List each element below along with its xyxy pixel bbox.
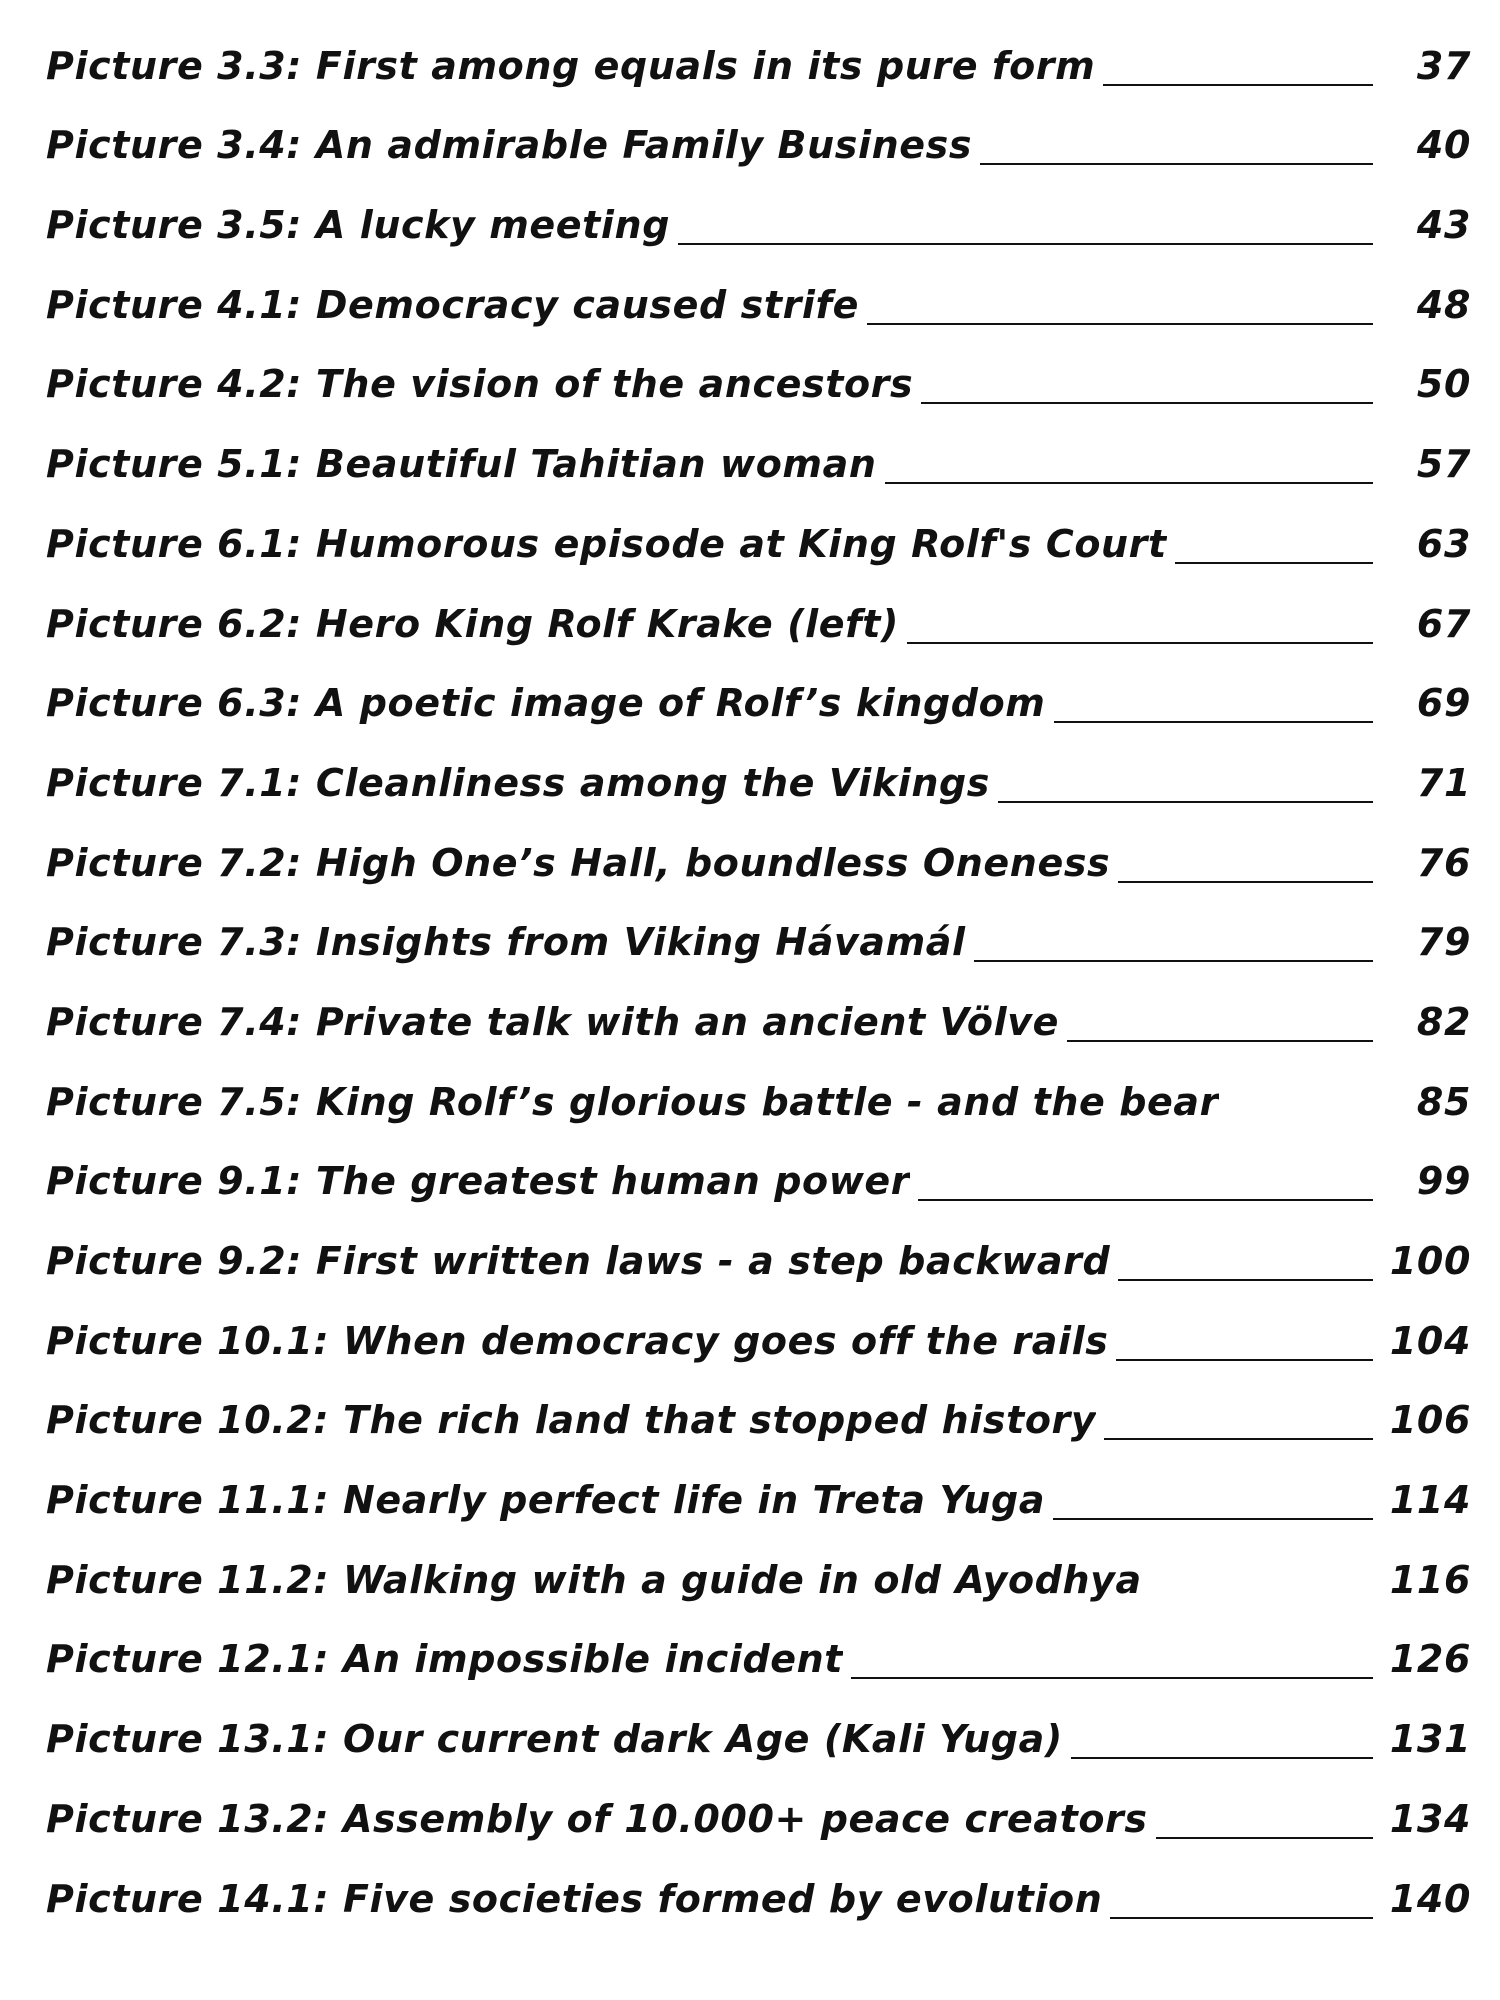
toc-entry[interactable]	[46, 1695, 1471, 1775]
toc-entry-page-number: 104	[1389, 1318, 1471, 1363]
toc-entry-page-number: 106	[1389, 1398, 1471, 1443]
toc-entry[interactable]	[46, 1855, 1471, 1935]
toc-entry-title: Picture 6.1: Humorous episode at King Rolf's Court	[46, 521, 1167, 566]
toc-entry-title: Picture 11.2: Walking with a guide in old Ayodhya	[46, 1557, 1142, 1602]
toc-entry[interactable]	[46, 660, 1471, 740]
toc-leader-line	[980, 163, 1373, 165]
toc-entry-title: Picture 7.4: Private talk with an ancient Völve	[46, 999, 1059, 1044]
toc-entry[interactable]	[46, 1297, 1471, 1377]
toc-entry-title: Picture 7.2: High One’s Hall, boundless Oneness	[46, 840, 1111, 885]
toc-entry-page-number: 126	[1389, 1637, 1471, 1682]
toc-entry[interactable]	[46, 102, 1471, 182]
toc-entry-title: Picture 3.4: An admirable Family Business	[46, 123, 973, 168]
toc-entry-page-number: 71	[1416, 760, 1471, 805]
toc-entry-title: Picture 6.2: Hero King Rolf Krake (left)	[46, 601, 899, 646]
toc-leader-line	[851, 1677, 1373, 1679]
toc-entry-title: Picture 7.3: Insights from Viking Hávamál	[46, 920, 966, 965]
toc-entry-title: Picture 14.1: Five societies formed by evolution	[46, 1876, 1103, 1921]
toc-entry-title: Picture 12.1: An impossible incident	[46, 1637, 844, 1682]
toc-entry[interactable]	[46, 580, 1471, 660]
toc-entry-title: Picture 7.1: Cleanliness among the Vikings	[46, 760, 991, 805]
toc-entry-page-number: 76	[1416, 840, 1471, 885]
toc-entry-page-number: 37	[1416, 43, 1471, 88]
toc-leader-line	[921, 402, 1373, 404]
toc-entry-page-number: 48	[1416, 282, 1471, 327]
toc-entry-page-number: 99	[1416, 1159, 1471, 1204]
toc-entry[interactable]	[46, 819, 1471, 899]
toc-entry-page-number: 63	[1416, 521, 1471, 566]
toc-leader-line	[1116, 1359, 1373, 1361]
toc-entry-title: Picture 4.1: Democracy caused strife	[46, 282, 860, 327]
toc-entry[interactable]	[46, 1616, 1471, 1696]
toc-entry[interactable]	[46, 1138, 1471, 1218]
toc-entry[interactable]	[46, 22, 1471, 102]
toc-leader-line	[998, 801, 1373, 803]
toc-leader-line	[974, 960, 1373, 962]
toc-entry[interactable]	[46, 261, 1471, 341]
toc-entry[interactable]	[46, 1377, 1471, 1457]
toc-leader-line	[1118, 1279, 1373, 1281]
toc-leader-line	[1104, 1438, 1373, 1440]
toc-entry-page-number: 50	[1416, 362, 1471, 407]
toc-entry-page-number: 131	[1389, 1717, 1471, 1762]
toc-entry[interactable]	[46, 341, 1471, 421]
toc-entry[interactable]	[46, 1775, 1471, 1855]
toc-leader-line	[885, 482, 1373, 484]
toc-entry-title: Picture 3.5: A lucky meeting	[46, 203, 671, 248]
toc-entry-page-number: 67	[1416, 601, 1471, 646]
toc-entry-title: Picture 9.2: First written laws - a step backward	[46, 1239, 1111, 1283]
toc-entry[interactable]	[46, 899, 1471, 979]
toc-entry-page-number: 57	[1416, 442, 1471, 487]
toc-entry-page-number: 116	[1389, 1557, 1471, 1602]
toc-entry-page-number: 134	[1389, 1796, 1471, 1841]
toc-entry-page-number: 79	[1416, 920, 1471, 965]
toc-leader-line	[1156, 1837, 1373, 1839]
toc-leader-line	[1071, 1757, 1373, 1759]
toc-entry-title: Picture 9.1: The greatest human power	[46, 1159, 911, 1204]
toc-leader-line	[1053, 1518, 1373, 1520]
toc-leader-line	[1110, 1917, 1373, 1919]
toc-leader-line	[678, 243, 1373, 245]
toc-entry[interactable]	[46, 500, 1471, 580]
toc-entry-title: Picture 3.3: First among equals in its pure form	[46, 43, 1096, 88]
toc-entry-page-number: 69	[1416, 681, 1471, 726]
toc-entry-page-number: 114	[1389, 1478, 1471, 1523]
toc-entry[interactable]	[46, 978, 1471, 1058]
list-of-pictures	[46, 22, 1471, 1935]
toc-leader-line	[867, 323, 1373, 325]
toc-entry-page-number: 82	[1416, 999, 1471, 1044]
toc-entry[interactable]	[46, 739, 1471, 819]
toc-entry-title: Picture 6.3: A poetic image of Rolf’s kingdom	[46, 681, 1046, 726]
toc-entry[interactable]	[46, 1456, 1471, 1536]
toc-entry-page-number: 100	[1389, 1239, 1471, 1283]
toc-entry-title: Picture 5.1: Beautiful Tahitian woman	[46, 442, 877, 487]
toc-entry-page-number: 40	[1416, 123, 1471, 168]
toc-entry[interactable]	[46, 1536, 1471, 1616]
toc-entry-title: Picture 4.2: The vision of the ancestors	[46, 362, 914, 407]
toc-leader-line	[1118, 881, 1373, 883]
toc-entry-page-number: 140	[1389, 1876, 1471, 1921]
toc-entry-title: Picture 11.1: Nearly perfect life in Treta Yuga	[46, 1478, 1046, 1523]
toc-leader-line	[1175, 562, 1373, 564]
toc-entry-title: Picture 7.5: King Rolf’s glorious battle - and the bear	[46, 1079, 1219, 1124]
toc-leader-line	[1103, 84, 1373, 86]
toc-leader-line	[907, 642, 1373, 644]
toc-entry[interactable]	[46, 181, 1471, 261]
toc-entry[interactable]	[46, 420, 1471, 500]
toc-leader-line	[918, 1199, 1373, 1201]
toc-entry-page-number: 43	[1416, 203, 1471, 248]
toc-entry-title: Picture 13.1: Our current dark Age (Kali Yuga)	[46, 1717, 1063, 1762]
toc-leader-line	[1054, 721, 1374, 723]
toc-entry-title: Picture 10.1: When democracy goes off the rails	[46, 1318, 1109, 1363]
toc-entry[interactable]	[46, 1058, 1471, 1138]
toc-entry-page-number: 85	[1416, 1079, 1471, 1124]
toc-entry-title: Picture 13.2: Assembly of 10.000+ peace creators	[46, 1796, 1148, 1841]
toc-entry-title: Picture 10.2: The rich land that stopped history	[46, 1398, 1097, 1443]
toc-leader-line	[1067, 1040, 1373, 1042]
toc-entry[interactable]	[46, 1217, 1471, 1297]
